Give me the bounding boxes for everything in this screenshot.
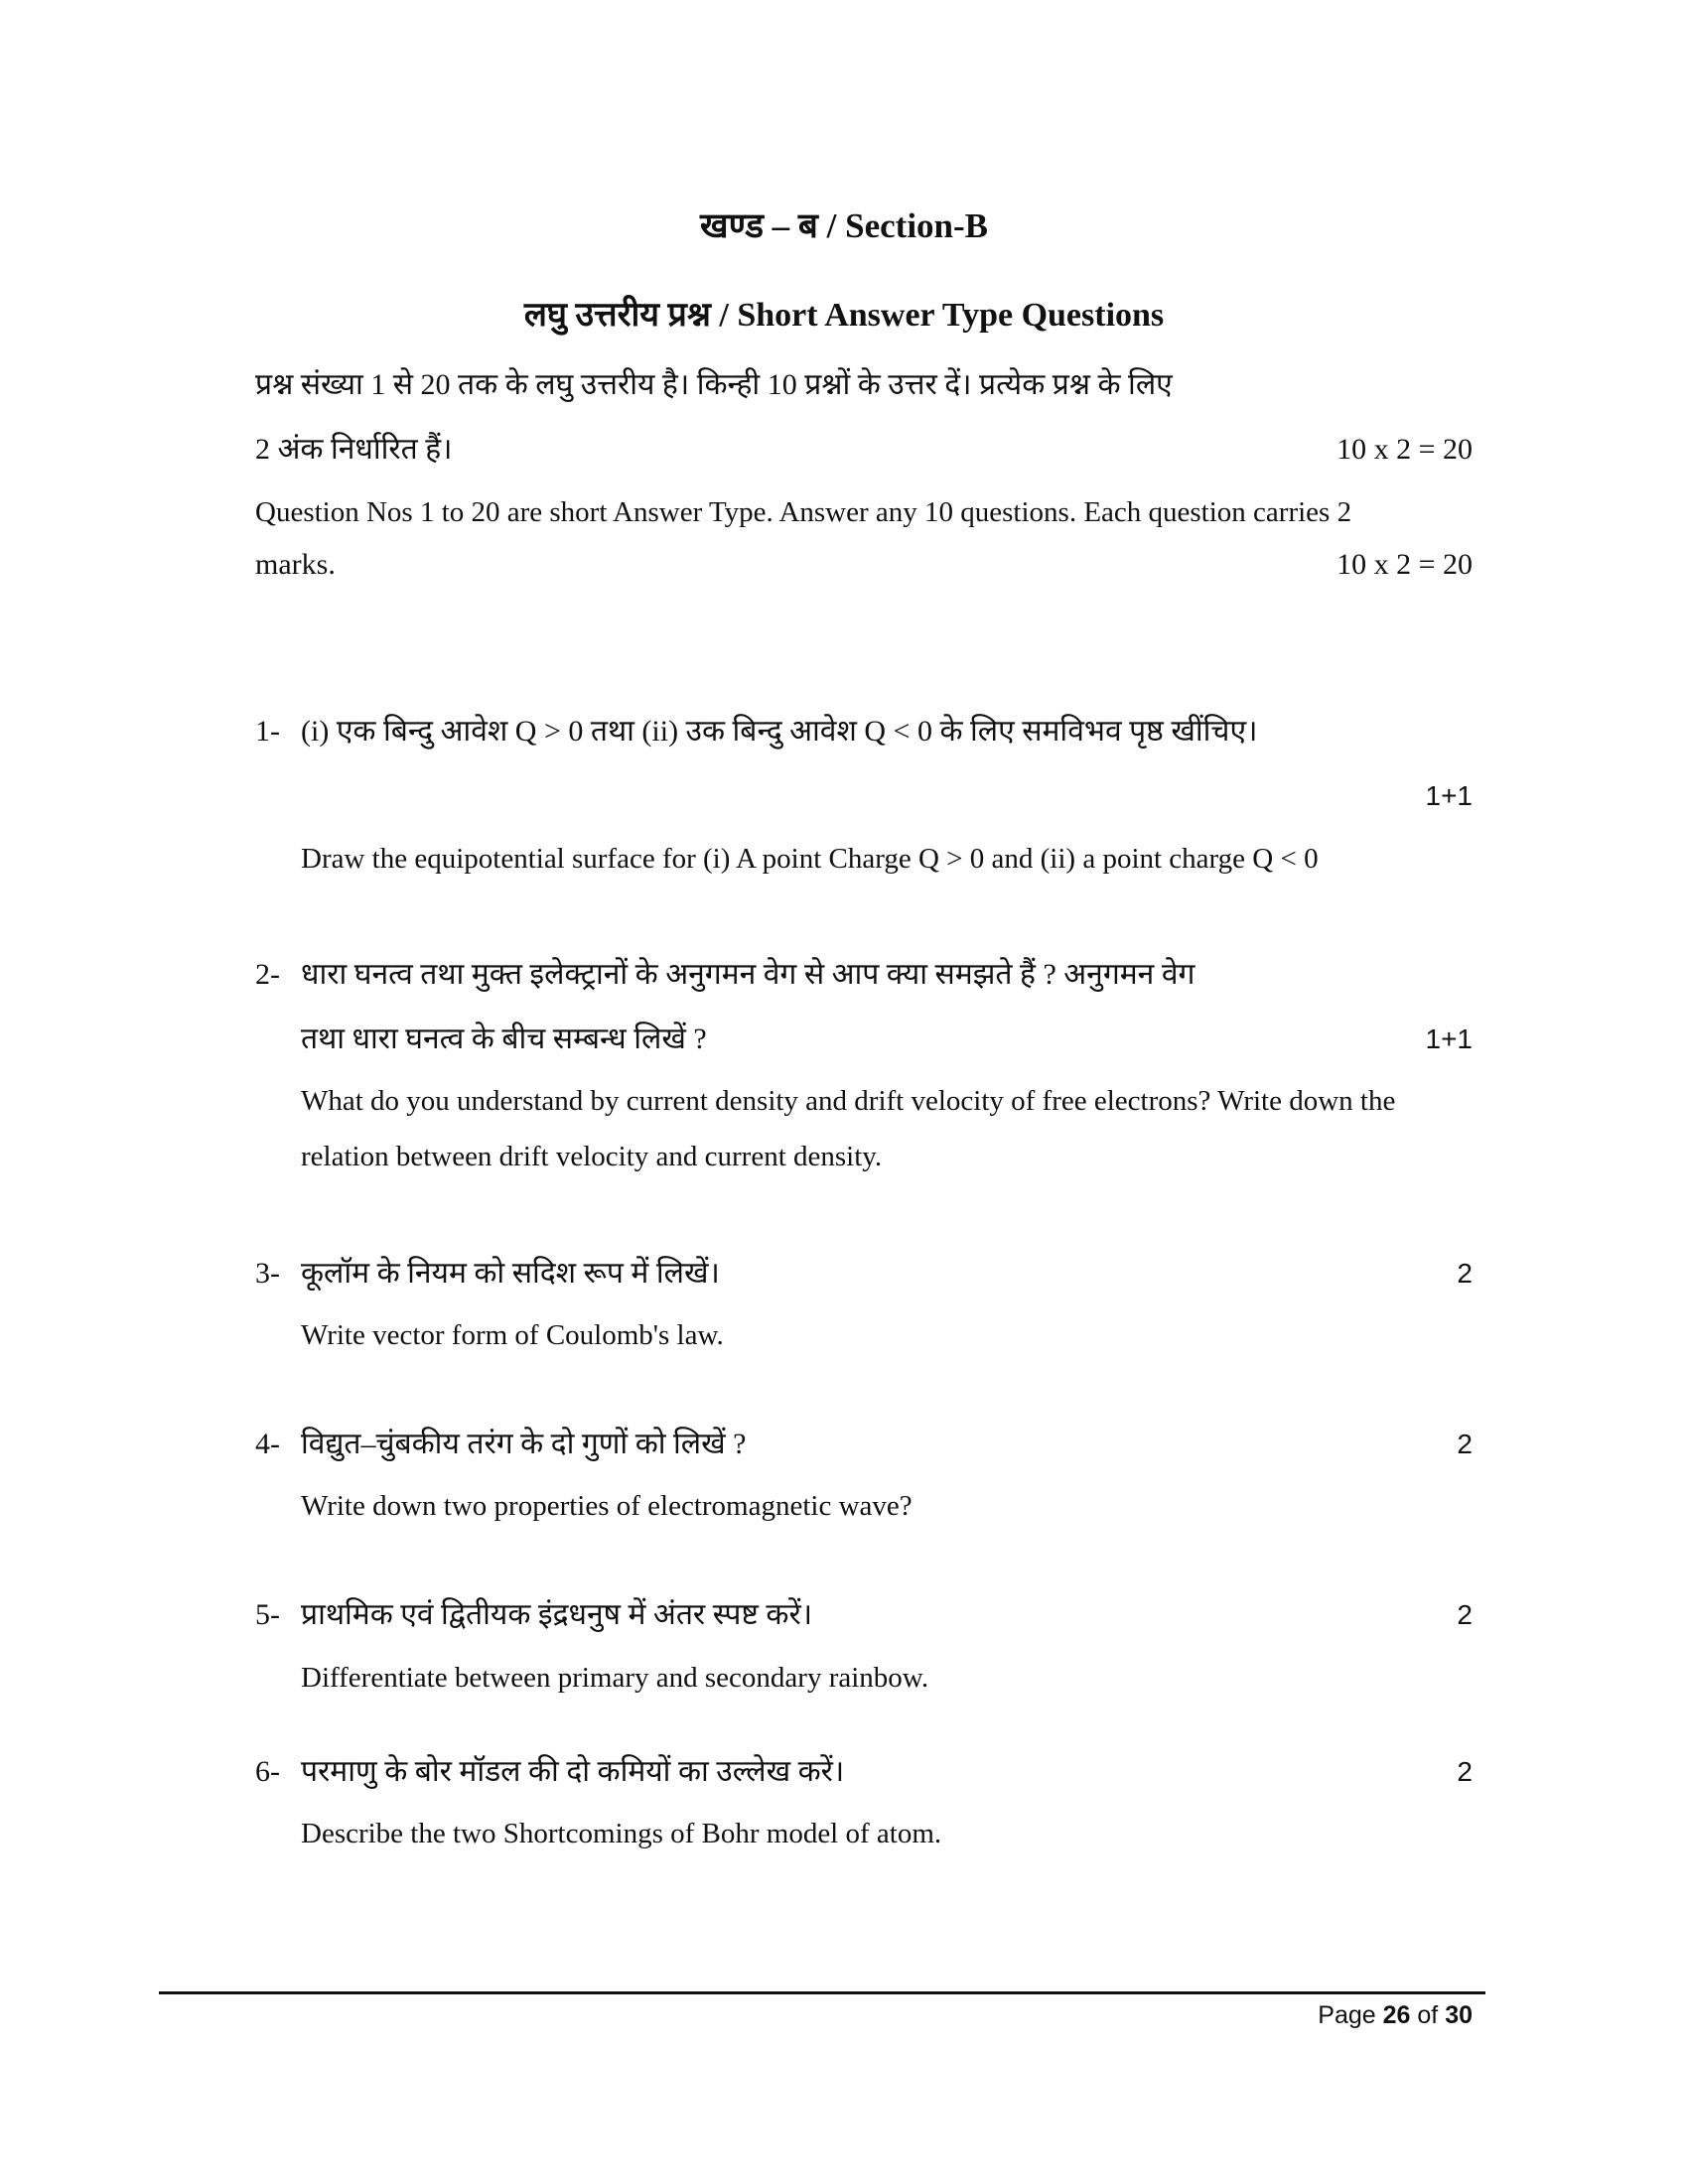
instructions-english-line1: Question Nos 1 to 20 are short Answer Type. Answer any 10 questions. Each question carries 2 (255, 496, 1352, 528)
question-number: 5- (255, 1598, 280, 1631)
instructions-english-line2: marks. (255, 548, 336, 581)
question-4-hindi: 4- विद्युत–चुंबकीय तरंग के दो गुणों को लिखें ? (255, 1423, 746, 1466)
question-4-marks: 2 (1457, 1429, 1473, 1459)
question-2-marks: 1+1 (1425, 1024, 1473, 1054)
question-number: 2- (255, 958, 280, 991)
question-2-english: What do you understand by current density and drift velocity of free electrons? Write down the (301, 1085, 1396, 1117)
question-6-marks: 2 (1457, 1756, 1473, 1787)
question-number: 6- (255, 1755, 280, 1788)
question-2-hindi: 2- धारा घनत्व तथा मुक्त इलेक्ट्रानों के अनुगमन वेग से आप क्या समझते हैं ? अनुगमन वेग (255, 953, 1195, 997)
question-6-hindi: 6- परमाणु के बोर मॉडल की दो कमियों का उल्लेख करें। (255, 1750, 844, 1794)
question-6-english: Describe the two Shortcomings of Bohr model of atom. (301, 1818, 942, 1849)
question-number: 1- (255, 715, 280, 748)
instructions-hindi-line1: प्रश्न संख्या 1 से 20 तक के लघु उत्तरीय है। किन्ही 10 प्रश्नों के उत्तर दें। प्रत्येक प्रश्न के लिए (255, 368, 1173, 401)
question-5-hindi: 5- प्राथमिक एवं द्वितीयक इंद्रधनुष में अंतर स्पष्ट करें। (255, 1593, 812, 1637)
question-1-english: Draw the equipotential surface for (i) A point Charge Q > 0 and (ii) a point charge Q < 0 (301, 843, 1319, 875)
page-number: Page 26 of 30 (1318, 2001, 1473, 2029)
instructions-english-marks: 10 x 2 = 20 (1336, 548, 1473, 581)
question-1-marks: 1+1 (1425, 780, 1473, 811)
question-3-marks: 2 (1457, 1258, 1473, 1289)
question-2-hindi-line2: तथा धारा घनत्व के बीच सम्बन्ध लिखें ? (301, 1023, 707, 1055)
footer-divider (159, 1991, 1485, 1994)
question-4-english: Write down two properties of electromagnetic wave? (301, 1490, 913, 1522)
question-2-english-line2: relation between drift velocity and current density. (301, 1141, 883, 1172)
question-5-marks: 2 (1457, 1599, 1473, 1630)
section-title: खण्ड – ब / Section-B (699, 206, 989, 245)
question-number: 4- (255, 1428, 280, 1460)
question-number: 3- (255, 1257, 280, 1290)
section-subtitle: लघु उत्तरीय प्रश्न / Short Answer Type Questions (523, 297, 1165, 334)
question-3-english: Write vector form of Coulomb's law. (301, 1319, 724, 1351)
question-5-english: Differentiate between primary and secondary rainbow. (301, 1662, 929, 1694)
instructions-hindi-marks: 10 x 2 = 20 (1336, 433, 1473, 466)
question-3-hindi: 3- कूलॉम के नियम को सदिश रूप में लिखें। (255, 1252, 720, 1296)
instructions-hindi-line2: 2 अंक निर्धारित हैं। (255, 433, 453, 466)
question-1-hindi: 1- (i) एक बिन्दु आवेश Q > 0 तथा (ii) उक बिन्दु आवेश Q < 0 के लिए समविभव पृष्ठ खींचिए। (255, 710, 1257, 753)
